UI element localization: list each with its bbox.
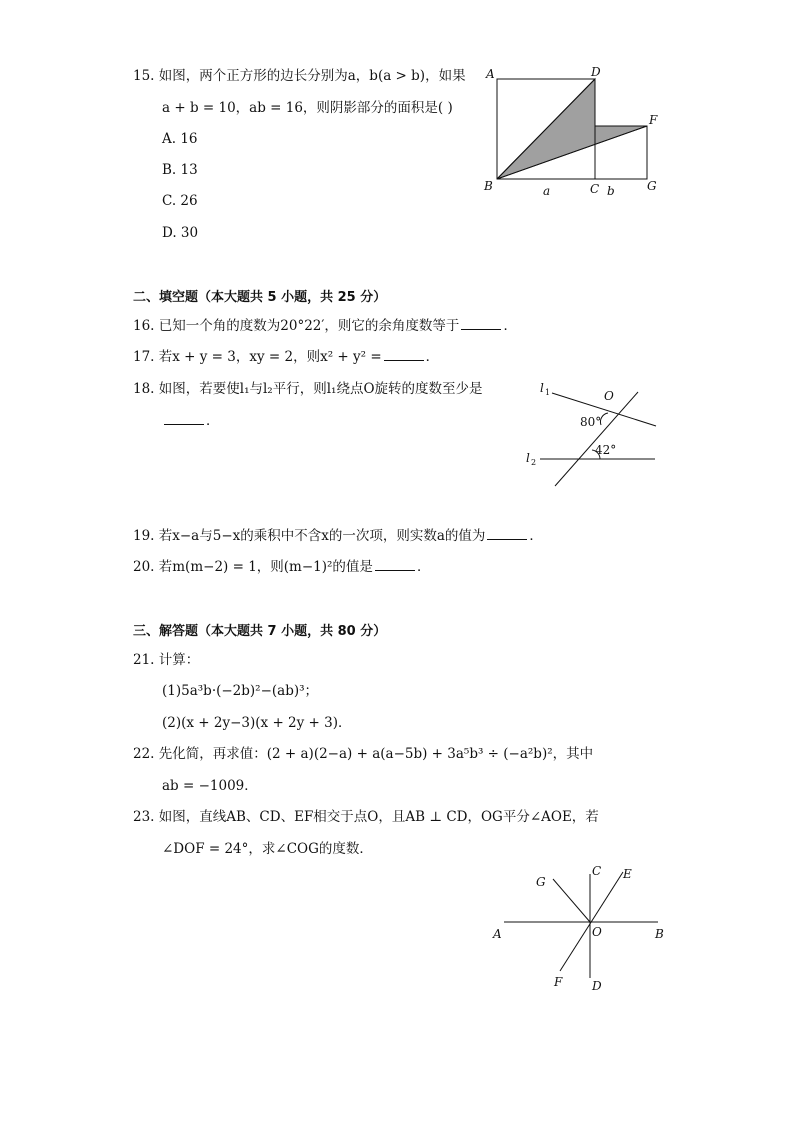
q19-end: ． (529, 528, 543, 544)
q18-transversal (555, 392, 638, 486)
q15-option-c: C. 26 (162, 193, 198, 209)
q16-answer-blank (461, 317, 501, 330)
q18-label-l2: l (526, 451, 530, 465)
q15-label-f: F (649, 113, 658, 127)
q23-label-a: A (493, 927, 502, 941)
q17 (133, 348, 439, 366)
q23-label-c: C (592, 864, 602, 878)
q21-line3: (2)(x + 2y−3)(x + 2y + 3)． (162, 715, 352, 731)
q15-label-g: G (647, 179, 657, 193)
q15-label-a-side: a (543, 184, 551, 198)
q21-line2: (1)5a³b·(−2b)²−(ab)³； (162, 683, 319, 699)
q23-label-b: B (655, 927, 664, 941)
q20-text: 20. 若m(m−2) = 1，则(m−1)²的值是 (133, 559, 373, 575)
q18-label-l1: l (540, 381, 544, 395)
q15-label-c: C (590, 182, 600, 196)
q23-label-e: E (623, 867, 632, 881)
q18-label-l1-sub: 1 (545, 388, 551, 397)
q15-option-d: D. 30 (162, 225, 199, 241)
q19-text: 19. 若x−a与5−x的乘积中不含x的一次项，则实数a的值为 (133, 528, 486, 544)
q16-text: 16. 已知一个角的度数为20°22′，则它的余角度数等于 (133, 318, 460, 334)
q15-label-d: D (591, 65, 601, 79)
q15-line1: 15. 如图，两个正方形的边长分别为a，b(a > b)，如果 (133, 68, 466, 84)
q23-label-f: F (554, 975, 563, 989)
q23-ray-og (553, 879, 590, 922)
q22-line2: ab = −1009． (162, 778, 258, 794)
q20-answer-blank (375, 558, 415, 571)
q23-line2: ∠DOF = 24°，求∠COG的度数． (162, 841, 373, 857)
q15-label-a-upper: A (486, 67, 495, 81)
q17-text: 17. 若x + y = 3，xy = 2，则x² + y² = (133, 349, 382, 365)
q18-end: ． (206, 413, 220, 429)
q23-label-o: O (592, 925, 602, 939)
q23-label-g: G (536, 875, 546, 889)
q18-label-o: O (604, 389, 614, 403)
q16-end: ． (503, 318, 517, 334)
q15-label-b-upper: B (484, 179, 493, 193)
q18-lines-figure (520, 380, 670, 490)
q18-answer-blank (164, 412, 204, 425)
section2-title: 二、填空题（本大题共 5 小题，共 25 分） (133, 290, 387, 305)
q23-label-d: D (592, 979, 602, 993)
q23-line1: 23. 如图，直线AB、CD、EF相交于点O，且AB ⊥ CD，OG平分∠AOE，若 (133, 809, 599, 825)
section3-title: 三、解答题（本大题共 7 小题，共 80 分） (133, 624, 387, 639)
q18-label-l2-sub: 2 (531, 458, 537, 467)
q18-line2 (162, 412, 220, 430)
q18-label-42: 42° (595, 443, 617, 457)
q15-line2: a + b = 10，ab = 16，则阴影部分的面积是( ) (162, 100, 453, 116)
q19 (133, 527, 543, 545)
q15-label-b-side: b (607, 184, 615, 198)
q18-label-80: 80° (580, 415, 602, 429)
q23-lines-figure (490, 860, 670, 995)
q17-end: ． (425, 349, 440, 365)
q21-line1: 21. 计算： (133, 652, 200, 668)
q17-answer-blank (384, 348, 424, 361)
q22-line1: 22. 先化简，再求值：(2 + a)(2−a) + a(a−5b) + 3a⁵b³ ÷ (−a²b)²，其中 (133, 746, 594, 762)
q15-option-a: A. 16 (162, 131, 198, 147)
q15-squares-figure (480, 62, 670, 202)
q15-option-b: B. 13 (162, 162, 198, 178)
q15-shaded-region (497, 79, 647, 179)
q18-line1: 18. 如图，若要使l₁与l₂平行，则l₁绕点O旋转的度数至少是 (133, 381, 483, 397)
q16 (133, 317, 517, 335)
q19-answer-blank (487, 527, 527, 540)
q18-arc-80 (600, 413, 608, 425)
q20 (133, 558, 430, 576)
q20-end: ． (416, 559, 431, 575)
